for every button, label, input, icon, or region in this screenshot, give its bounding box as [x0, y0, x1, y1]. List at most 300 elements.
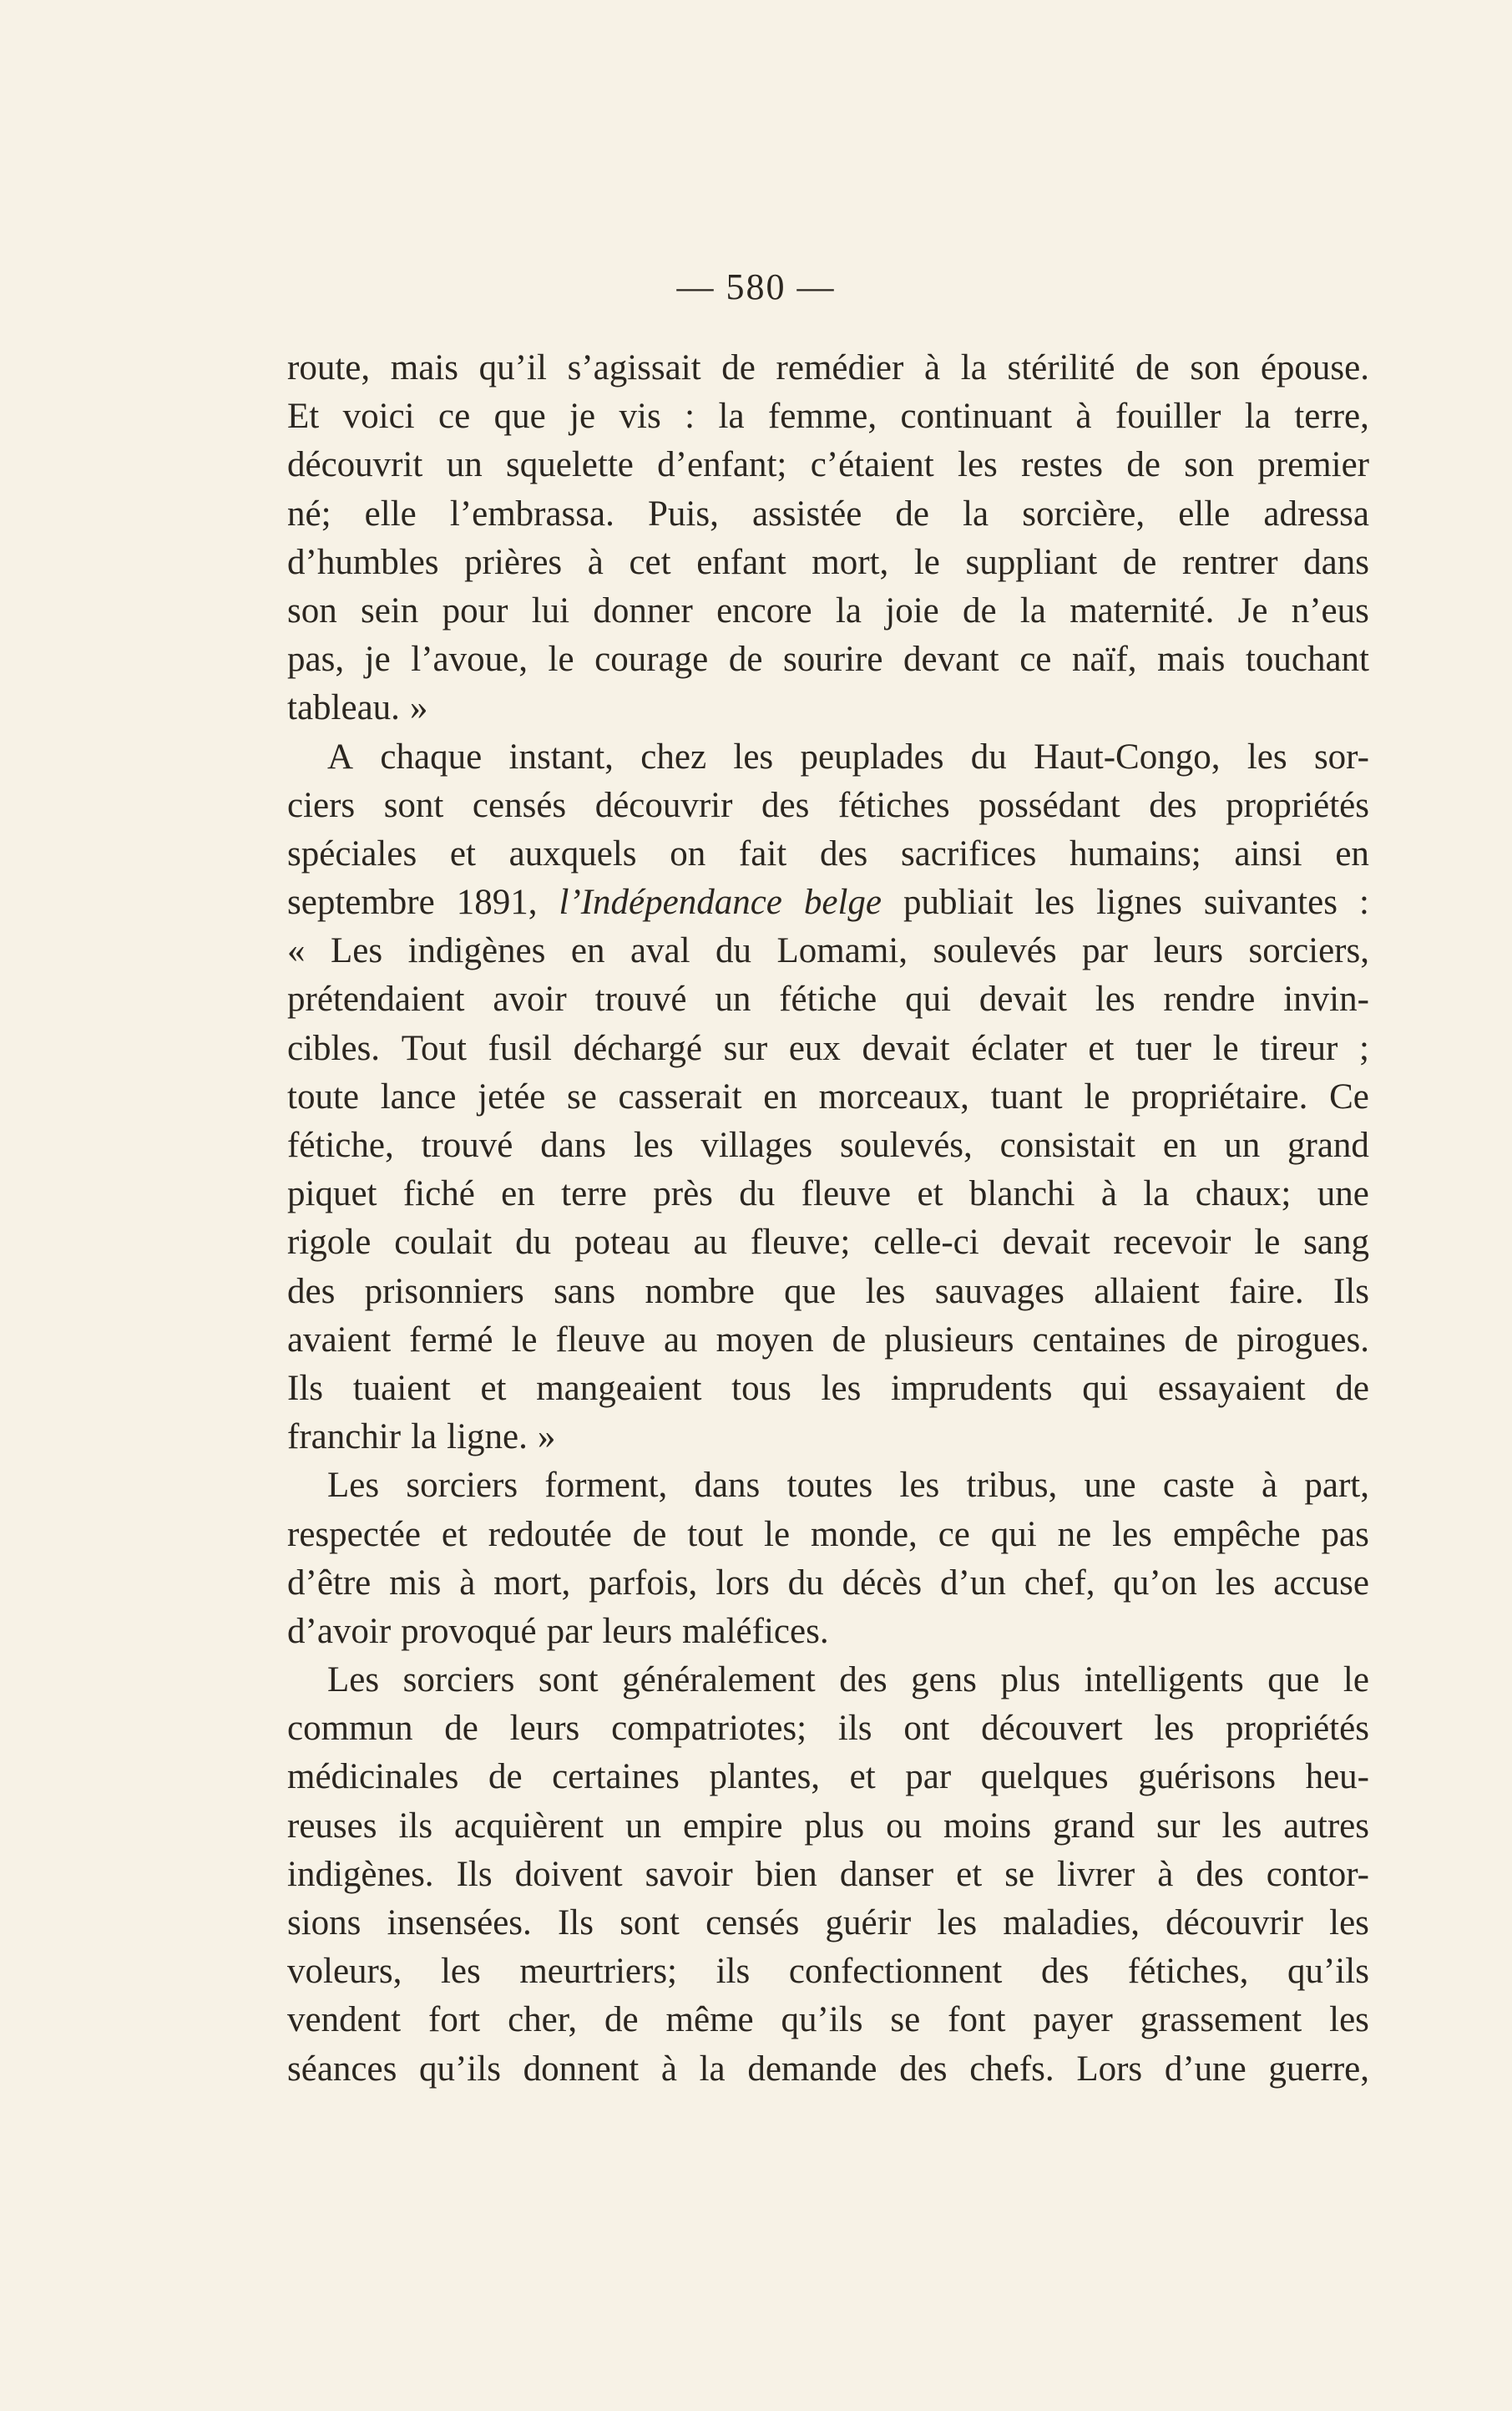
word: les	[1095, 980, 1135, 1020]
word: maternité.	[1070, 590, 1215, 631]
word: médicinales	[287, 1757, 459, 1797]
word: ciers	[287, 785, 356, 825]
word: de	[1135, 348, 1170, 387]
word: du	[970, 737, 1007, 777]
word: mais	[1157, 640, 1226, 680]
word: confectionnent	[788, 1952, 1003, 1992]
text-line	[287, 441, 1369, 489]
word: terre,	[1294, 397, 1369, 437]
word: se	[1004, 1854, 1035, 1894]
word: les	[1154, 1709, 1195, 1749]
word: Ce	[1329, 1076, 1369, 1117]
word: de	[895, 494, 929, 534]
word: la	[1019, 590, 1046, 631]
word: on	[670, 833, 706, 874]
word: par	[1082, 931, 1128, 971]
word: celle-ci	[873, 1223, 979, 1263]
word: Ils	[456, 1854, 493, 1894]
word: qui	[1082, 1368, 1129, 1408]
word: fort	[428, 2000, 481, 2040]
word: à	[660, 2049, 677, 2089]
word: qu’ils	[1287, 1952, 1369, 1992]
word: pirogues.	[1236, 1319, 1369, 1360]
word: plus	[804, 1806, 865, 1846]
word: plusieurs	[884, 1319, 1014, 1360]
word: touchant	[1245, 640, 1369, 680]
word: sein	[361, 590, 419, 631]
word: le	[1343, 1660, 1369, 1700]
word: naïf,	[1071, 640, 1137, 680]
word: les	[733, 737, 774, 777]
text-line	[287, 684, 1369, 732]
word: et	[917, 1174, 943, 1214]
word: fiché	[402, 1174, 475, 1214]
text-line	[287, 393, 1369, 441]
word: propriétés	[1226, 785, 1369, 825]
word: vendent	[287, 2000, 402, 2040]
word: décès	[842, 1563, 923, 1603]
text-line	[287, 1170, 1369, 1218]
word: restes	[1021, 445, 1104, 485]
word: Tout	[401, 1028, 467, 1068]
word: épouse.	[1260, 348, 1369, 387]
word: contor-	[1266, 1854, 1369, 1894]
text-line	[287, 1753, 1369, 1801]
word: se	[890, 2000, 921, 2040]
word: à	[924, 348, 941, 387]
word: à	[1100, 1174, 1117, 1214]
word: sauvages	[934, 1271, 1064, 1311]
word: le	[1254, 1223, 1281, 1263]
word: insensées.	[387, 1903, 532, 1942]
text-line	[287, 1948, 1369, 1996]
word: route,	[287, 348, 371, 387]
word: ils	[398, 1806, 433, 1846]
word: sur	[1156, 1806, 1201, 1846]
word: tuaient	[352, 1368, 451, 1408]
word: 1891,	[456, 883, 538, 923]
word: censés	[472, 785, 567, 825]
word: morceaux,	[818, 1076, 969, 1117]
word: Ils	[557, 1903, 594, 1942]
page-number: — 580 —	[676, 266, 836, 307]
word: que	[784, 1271, 837, 1311]
word: elle	[364, 494, 417, 534]
word: leurs	[602, 1611, 673, 1651]
word: trouvé	[594, 980, 687, 1020]
word: moins	[943, 1806, 1032, 1846]
word: ligne.	[447, 1417, 528, 1457]
word: commun	[287, 1709, 413, 1749]
word: aval	[630, 931, 690, 971]
word: prisonniers	[364, 1271, 524, 1311]
text-line	[287, 733, 1369, 782]
word: que	[1267, 1660, 1320, 1700]
word: son	[287, 590, 337, 631]
text-line	[287, 1073, 1369, 1122]
word: mangeaient	[536, 1368, 702, 1408]
word: guérir	[825, 1903, 912, 1942]
word: le	[913, 542, 940, 582]
word: pour	[442, 590, 508, 631]
word: empire	[683, 1806, 783, 1846]
text-line	[287, 1559, 1369, 1608]
text-line	[287, 1218, 1369, 1267]
word: «	[287, 931, 306, 971]
word: de	[488, 1757, 523, 1797]
word: à	[587, 542, 604, 582]
word: des	[1196, 1854, 1244, 1894]
word: tableau.	[287, 688, 400, 728]
word: premier	[1257, 445, 1369, 485]
word: les	[1112, 1514, 1152, 1554]
word: des	[819, 833, 868, 874]
word: qu’on	[1113, 1563, 1197, 1603]
word: casserait	[618, 1076, 742, 1117]
text-line	[287, 636, 1369, 684]
word: en	[501, 1174, 535, 1214]
word: sorcière,	[1022, 494, 1145, 534]
word: acquièrent	[454, 1806, 604, 1846]
text-line	[287, 1899, 1369, 1948]
word: la	[835, 590, 862, 631]
word: la	[699, 2049, 726, 2089]
word: près	[653, 1174, 713, 1214]
text-line	[287, 1365, 1369, 1413]
word: devait	[862, 1028, 950, 1068]
word: une	[1084, 1466, 1136, 1506]
word: suppliant	[965, 542, 1098, 582]
word: intelligents	[1084, 1660, 1244, 1700]
word: qu’il	[478, 348, 547, 387]
word: vis	[619, 397, 661, 437]
word: chefs.	[969, 2049, 1054, 2089]
word: prières	[464, 542, 563, 582]
text-line	[287, 830, 1369, 879]
word: sont	[619, 1903, 680, 1942]
word: censés	[705, 1903, 800, 1942]
word: fusil	[488, 1028, 552, 1068]
word: Haut-Congo,	[1034, 737, 1221, 777]
word: les	[1329, 1903, 1369, 1942]
word: du	[787, 1563, 824, 1603]
word: sor-	[1313, 737, 1369, 777]
text-line	[287, 1413, 1369, 1461]
word: et	[449, 833, 476, 874]
word: reuses	[287, 1806, 377, 1846]
word: rigole	[287, 1223, 372, 1263]
word: Ils	[1332, 1271, 1369, 1311]
word: fleuve;	[750, 1223, 851, 1263]
word: même	[665, 2000, 754, 2040]
word: belge	[803, 883, 882, 923]
word: découvrir	[594, 785, 733, 825]
word: rentrer	[1181, 542, 1278, 582]
word: faire.	[1229, 1271, 1304, 1311]
text-line	[287, 490, 1369, 539]
word: s’agissait	[567, 348, 701, 387]
word: à	[1262, 1466, 1278, 1506]
word: propriétaire.	[1131, 1076, 1308, 1117]
word: ont	[903, 1709, 950, 1749]
word: ainsi	[1234, 833, 1302, 874]
word: découvrit	[287, 445, 423, 485]
word: le	[548, 640, 574, 680]
word: de	[604, 2000, 639, 2040]
word: Les	[327, 1660, 380, 1700]
word: plantes,	[709, 1757, 821, 1797]
word: mais	[390, 348, 458, 387]
text-line	[287, 1996, 1369, 2044]
word: et	[441, 1514, 468, 1554]
word: fait	[738, 833, 787, 874]
word: peuplades	[800, 737, 944, 777]
word: du	[515, 1223, 552, 1263]
word: dans	[540, 1126, 607, 1165]
word: grand	[1287, 1126, 1369, 1165]
word: empêche	[1172, 1514, 1301, 1554]
word: assistée	[751, 494, 862, 534]
word: la	[1143, 1174, 1170, 1214]
word: de	[832, 1319, 867, 1360]
word: gens	[911, 1660, 977, 1700]
word: donner	[593, 590, 693, 631]
word: quelques	[980, 1757, 1109, 1797]
word: que	[493, 397, 546, 437]
word: leurs	[1153, 931, 1224, 971]
word: d’un	[940, 1563, 1006, 1603]
word: fétiche,	[287, 1126, 394, 1165]
word: une	[1317, 1174, 1369, 1214]
word: les	[865, 1271, 906, 1311]
word: font	[948, 2000, 1006, 2040]
word: de	[1184, 1319, 1219, 1360]
word: remédier	[776, 348, 904, 387]
word: le	[1084, 1076, 1110, 1117]
word: sang	[1303, 1223, 1369, 1263]
word: mis	[389, 1563, 442, 1603]
word: d’enfant;	[657, 445, 787, 485]
word: stérilité	[1007, 348, 1115, 387]
word: les	[958, 445, 998, 485]
word: à	[1075, 397, 1092, 437]
word: sorciers,	[1248, 931, 1369, 971]
word: poteau	[574, 1223, 670, 1263]
word: qu’ils	[418, 2049, 501, 2089]
text-line	[287, 344, 1369, 393]
word: auxquels	[508, 833, 637, 874]
word: ;	[1359, 1028, 1369, 1068]
word: sans	[554, 1271, 616, 1311]
word: les	[633, 1126, 674, 1165]
word: danser	[839, 1854, 934, 1894]
word: femme,	[767, 397, 877, 437]
word: tuer	[1135, 1028, 1191, 1068]
word: sorciers	[406, 1466, 518, 1506]
word: le	[511, 1319, 538, 1360]
word: septembre	[287, 883, 435, 923]
word: forment,	[544, 1466, 668, 1506]
word: doivent	[514, 1854, 623, 1894]
word: au	[693, 1223, 728, 1263]
word: indigènes	[407, 931, 546, 971]
word: lui	[531, 590, 570, 631]
text-line	[287, 1851, 1369, 1899]
word: en	[570, 931, 605, 971]
word: les	[1329, 2000, 1369, 2040]
word: dans	[1303, 542, 1369, 582]
word: sorciers	[402, 1660, 515, 1700]
word: des	[1040, 1952, 1090, 1992]
text-line	[287, 1025, 1369, 1073]
word: grand	[1053, 1806, 1135, 1846]
word: soulevés,	[839, 1126, 973, 1165]
text-line	[287, 1461, 1369, 1510]
word: en	[1335, 833, 1369, 874]
word: né;	[287, 494, 331, 534]
word: voici	[342, 397, 415, 437]
word: de	[1335, 1368, 1369, 1408]
body-text	[287, 344, 1369, 2094]
word: prétendaient	[287, 980, 465, 1020]
word: propriétés	[1226, 1709, 1369, 1749]
word: le	[764, 1514, 791, 1554]
word: ne	[1057, 1514, 1092, 1554]
word: soulevés	[933, 931, 1057, 971]
text-line	[287, 1511, 1369, 1559]
word: d’avoir	[287, 1611, 392, 1651]
word: sacrifices	[900, 833, 1037, 874]
word: tout	[687, 1514, 744, 1554]
text-line	[287, 1608, 1369, 1656]
word: joie	[885, 590, 939, 631]
word: cher,	[508, 2000, 578, 2040]
text-line	[287, 539, 1369, 587]
word: maladies,	[1003, 1903, 1140, 1942]
word: fétiches,	[1127, 1952, 1249, 1992]
word: instant,	[508, 737, 614, 777]
word: :	[1358, 883, 1369, 923]
word: l’embrassa.	[449, 494, 614, 534]
word: devait	[979, 980, 1067, 1020]
word: enfant	[696, 542, 786, 582]
word: lors	[716, 1563, 770, 1603]
word: et	[480, 1368, 507, 1408]
word: bien	[755, 1854, 817, 1894]
word: de	[444, 1709, 478, 1749]
word: fleuve	[555, 1319, 645, 1360]
word: c’étaient	[810, 445, 934, 485]
word: fleuve	[801, 1174, 892, 1214]
word: le	[1212, 1028, 1239, 1068]
word: avaient	[287, 1319, 392, 1360]
word: caste	[1162, 1466, 1235, 1506]
word: par	[546, 1611, 593, 1651]
word: sont	[383, 785, 444, 825]
word: son	[1190, 348, 1241, 387]
word: courage	[594, 640, 709, 680]
word: donnent	[523, 2049, 640, 2089]
word: pas,	[287, 640, 345, 680]
text-line	[287, 879, 1369, 927]
word: qui	[990, 1514, 1037, 1554]
word: chef,	[1024, 1563, 1095, 1603]
word: lance	[380, 1076, 457, 1117]
word: chaux;	[1195, 1174, 1292, 1214]
word: suivantes	[1203, 883, 1338, 923]
word: centaines	[1032, 1319, 1166, 1360]
word: Lomami,	[776, 931, 908, 971]
word: adressa	[1263, 494, 1369, 534]
word: de	[1122, 542, 1157, 582]
word: franchir	[287, 1417, 402, 1457]
word: des	[839, 1660, 887, 1700]
word: recevoir	[1113, 1223, 1231, 1263]
word: à	[459, 1563, 476, 1603]
word: monde,	[811, 1514, 918, 1554]
text-line	[287, 587, 1369, 636]
word: du	[739, 1174, 776, 1214]
word: A	[327, 737, 354, 777]
word: qu’ils	[781, 2000, 863, 2040]
word: demande	[747, 2049, 877, 2089]
word: son	[1184, 445, 1234, 485]
word: imprudents	[891, 1368, 1053, 1408]
text-line	[287, 927, 1369, 975]
word: la	[960, 348, 987, 387]
word: déchargé	[573, 1028, 702, 1068]
text-line	[287, 1268, 1369, 1316]
word: Lors	[1076, 2049, 1143, 2089]
word: :	[685, 397, 695, 437]
word: les	[937, 1903, 978, 1942]
word: fermé	[409, 1319, 493, 1360]
word: mort,	[812, 542, 889, 582]
word: un	[446, 445, 483, 485]
word: cibles.	[287, 1028, 381, 1068]
word: d’une	[1164, 2049, 1247, 2089]
word: qui	[905, 980, 952, 1020]
word: d’être	[287, 1563, 372, 1603]
word: tuant	[990, 1076, 1063, 1117]
word: respectée	[287, 1514, 421, 1554]
word: part,	[1304, 1466, 1369, 1506]
word: redoutée	[488, 1514, 612, 1554]
text-line	[287, 1656, 1369, 1704]
word: fouiller	[1115, 397, 1221, 437]
word: sur	[723, 1028, 768, 1068]
word: toute	[287, 1076, 359, 1117]
word: accuse	[1273, 1563, 1369, 1603]
word: au	[663, 1319, 698, 1360]
text-line	[287, 1316, 1369, 1365]
word: sont	[538, 1660, 599, 1700]
word: la	[411, 1417, 437, 1457]
word: »	[409, 688, 428, 728]
word: sions	[287, 1903, 362, 1942]
word: devant	[903, 640, 999, 680]
word: piquet	[287, 1174, 377, 1214]
word: chez	[640, 737, 707, 777]
word: des	[761, 785, 810, 825]
word: consistait	[999, 1126, 1136, 1165]
word: les	[1221, 1806, 1262, 1846]
word: de	[963, 590, 997, 631]
word: trouvé	[421, 1126, 513, 1165]
word: parfois,	[589, 1563, 698, 1603]
word: continuant	[900, 397, 1053, 437]
word: je	[364, 640, 391, 680]
